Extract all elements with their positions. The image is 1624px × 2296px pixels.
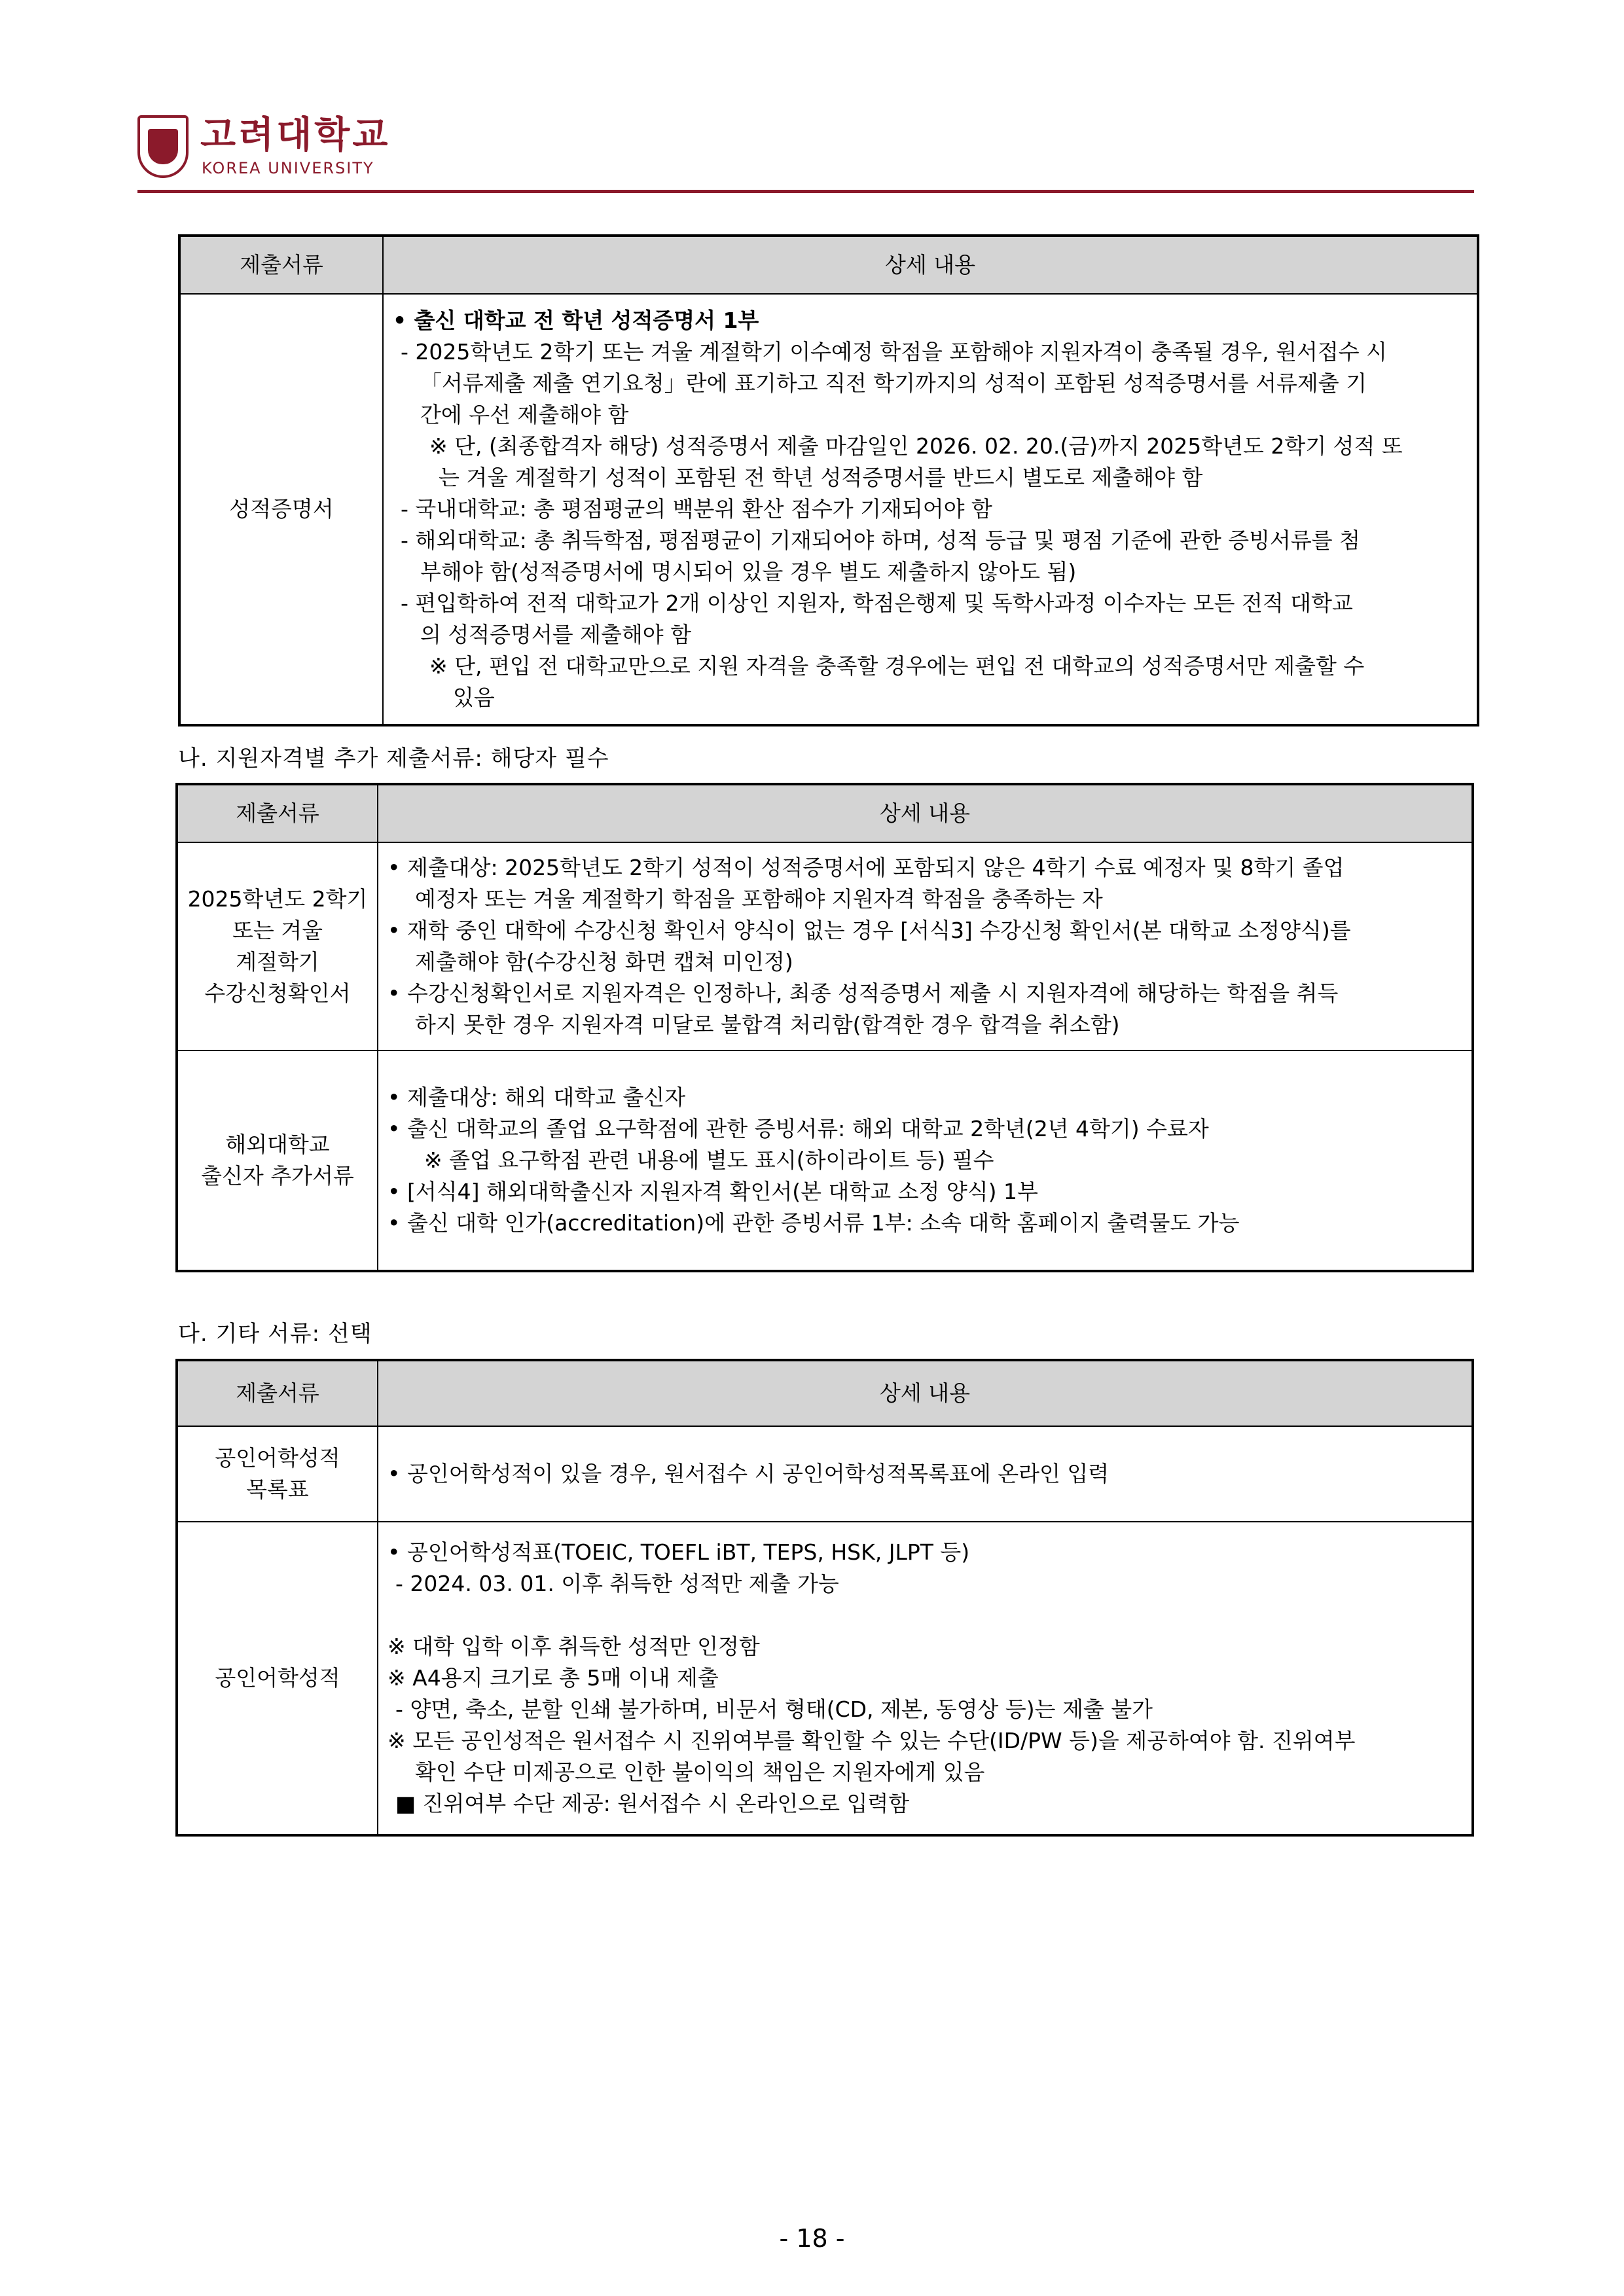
column-header-document: 제출서류: [179, 236, 383, 294]
table-row: [177, 842, 1473, 1050]
university-name-en: KOREA UNIVERSITY: [202, 159, 374, 177]
detail-line: - 2025학년도 2학기 또는 겨울 계절학기 이수예정 학점을 포함해야 지원자격이 충족될 경우, 원서접수 시: [401, 339, 1387, 365]
detail-line: - 2024. 03. 01. 이후 취득한 성적만 제출 가능: [395, 1571, 839, 1596]
detail-line: • 공인어학성적이 있을 경우, 원서접수 시 공인어학성적목록표에 온라인 입력: [388, 1461, 1110, 1486]
detail-line: 「서류제출 제출 연기요청」란에 표기하고 직전 학기까지의 성적이 포함된 성적증명서를 서류제출 기: [420, 370, 1367, 396]
spacer: [388, 1600, 1462, 1631]
page-number: - 18 -: [779, 2224, 845, 2253]
detail-line: - 양면, 축소, 분할 인쇄 불가하며, 비문서 형태(CD, 제본, 동영상 등)는 제출 불가: [395, 1696, 1153, 1722]
label-line: 공인어학성적: [215, 1665, 340, 1691]
transcript-table: [178, 234, 1479, 726]
detail-line: ■ 진위여부 수단 제공: 원서접수 시 온라인으로 입력함: [395, 1791, 910, 1816]
detail-line: • 출신 대학교 전 학년 성적증명서 1부: [393, 308, 759, 333]
detail-line: ※ 단, 편입 전 대학교만으로 지원 자격을 충족할 경우에는 편입 전 대학교의 성적증명서만 제출할 수: [429, 653, 1365, 679]
detail-line: - 국내대학교: 총 평점평균의 백분위 환산 점수가 기재되어야 함: [401, 496, 992, 522]
page-header: [137, 113, 1473, 191]
detail-line: - 해외대학교: 총 취득학점, 평점평균이 기재되어야 하며, 성적 등급 및 평점 기준에 관한 증빙서류를 첨: [401, 528, 1360, 553]
detail-line: 예정자 또는 겨울 계절학기 학점을 포함해야 지원자격 학점을 충족하는 자: [415, 886, 1103, 912]
label-line: 목록표: [246, 1477, 309, 1502]
label-line: 2025학년도 2학기: [187, 886, 368, 912]
detail-line: - 편입학하여 전적 대학교가 2개 이상인 지원자, 학점은행제 및 독학사과정 이수자는 모든 전적 대학교: [401, 590, 1353, 616]
detail-line: • 제출대상: 해외 대학교 출신자: [388, 1085, 686, 1110]
detail-line: • 출신 대학 인가(accreditation)에 관한 증빙서류 1부: 소속 대학 홈페이지 출력물도 가능: [388, 1210, 1240, 1236]
detail-line: 의 성적증명서를 제출해야 함: [420, 622, 692, 647]
detail-line: ※ 모든 공인성적은 원서접수 시 진위여부를 확인할 수 있는 수단(ID/PW 등)을 제공하여야 함. 진위여부: [388, 1728, 1356, 1753]
column-header-detail: 상세 내용: [383, 236, 1478, 294]
detail-line: 확인 수단 미제공으로 인한 불이익의 책임은 지원자에게 있음: [415, 1759, 985, 1785]
row-detail: [383, 294, 1478, 725]
table-row: [177, 1050, 1473, 1271]
row-label: [177, 842, 378, 1050]
detail-line: 는 겨울 계절학기 성적이 포함된 전 학년 성적증명서를 반드시 별도로 제출해야 함: [439, 465, 1203, 490]
label-line: 계절학기: [236, 949, 319, 975]
detail-line: 있음: [453, 685, 495, 710]
section-title-other-documents: 다. 기타 서류: 선택: [178, 1321, 372, 1347]
row-label: 성적증명서: [179, 294, 383, 725]
row-detail: [378, 1050, 1473, 1271]
optional-documents-table: [175, 1359, 1474, 1837]
detail-line: • 공인어학성적표(TOEIC, TOEFL iBT, TEPS, HSK, JLPT 등): [388, 1539, 970, 1565]
section-title-additional-documents: 나. 지원자격별 추가 제출서류: 해당자 필수: [178, 745, 609, 772]
label-line: 출신자 추가서류: [201, 1163, 354, 1189]
detail-line: 제출해야 함(수강신청 화면 캡쳐 미인정): [415, 949, 793, 975]
detail-line: ※ 대학 입학 이후 취득한 성적만 인정함: [388, 1634, 760, 1659]
row-detail: [378, 842, 1473, 1050]
row-label: [177, 1522, 378, 1835]
table-row: [177, 1522, 1473, 1835]
detail-line: ※ 졸업 요구학점 관련 내용에 별도 표시(하이라이트 등) 필수: [424, 1147, 994, 1173]
detail-line: 간에 우선 제출해야 함: [420, 402, 629, 427]
column-header-document: 제출서류: [177, 1360, 378, 1426]
row-detail: [378, 1522, 1473, 1835]
detail-line: 하지 못한 경우 지원자격 미달로 불합격 처리함(합격한 경우 합격을 취소함): [415, 1012, 1120, 1037]
label-line: 공인어학성적: [215, 1445, 340, 1471]
table-row: [177, 1426, 1473, 1522]
column-header-detail: 상세 내용: [378, 784, 1473, 842]
university-seal-icon: [137, 115, 189, 178]
label-line: 또는 겨울: [232, 918, 323, 943]
table-row: [179, 294, 1478, 725]
detail-line: • 수강신청확인서로 지원자격은 인정하나, 최종 성적증명서 제출 시 지원자격에 해당하는 학점을 취득: [388, 980, 1339, 1006]
row-label: [177, 1426, 378, 1522]
label-line: 수강신청확인서: [204, 980, 351, 1006]
university-name-ko: 고려대학교: [200, 114, 391, 156]
detail-line: ※ A4용지 크기로 총 5매 이내 제출: [388, 1665, 719, 1691]
detail-line: • 재학 중인 대학에 수강신청 확인서 양식이 없는 경우 [서식3] 수강신청 확인서(본 대학교 소정양식)를: [388, 918, 1351, 943]
row-detail: [378, 1426, 1473, 1522]
column-header-document: 제출서류: [177, 784, 378, 842]
column-header-detail: 상세 내용: [378, 1360, 1473, 1426]
label-line: 해외대학교: [225, 1132, 330, 1157]
detail-line: • 출신 대학교의 졸업 요구학점에 관한 증빙서류: 해외 대학교 2학년(2년 4학기) 수료자: [388, 1116, 1209, 1141]
row-label: [177, 1050, 378, 1271]
detail-line: ※ 단, (최종합격자 해당) 성적증명서 제출 마감일인 2026. 02. 20.(금)까지 2025학년도 2학기 성적 또: [429, 433, 1403, 459]
detail-line: 부해야 함(성적증명서에 명시되어 있을 경우 별도 제출하지 않아도 됨): [420, 559, 1077, 584]
detail-line: • [서식4] 해외대학출신자 지원자격 확인서(본 대학교 소정 양식) 1부: [388, 1179, 1038, 1204]
header-divider: [137, 190, 1474, 193]
additional-documents-table: [175, 783, 1474, 1272]
detail-line: • 제출대상: 2025학년도 2학기 성적이 성적증명서에 포함되지 않은 4학기 수료 예정자 및 8학기 졸업: [388, 855, 1344, 880]
